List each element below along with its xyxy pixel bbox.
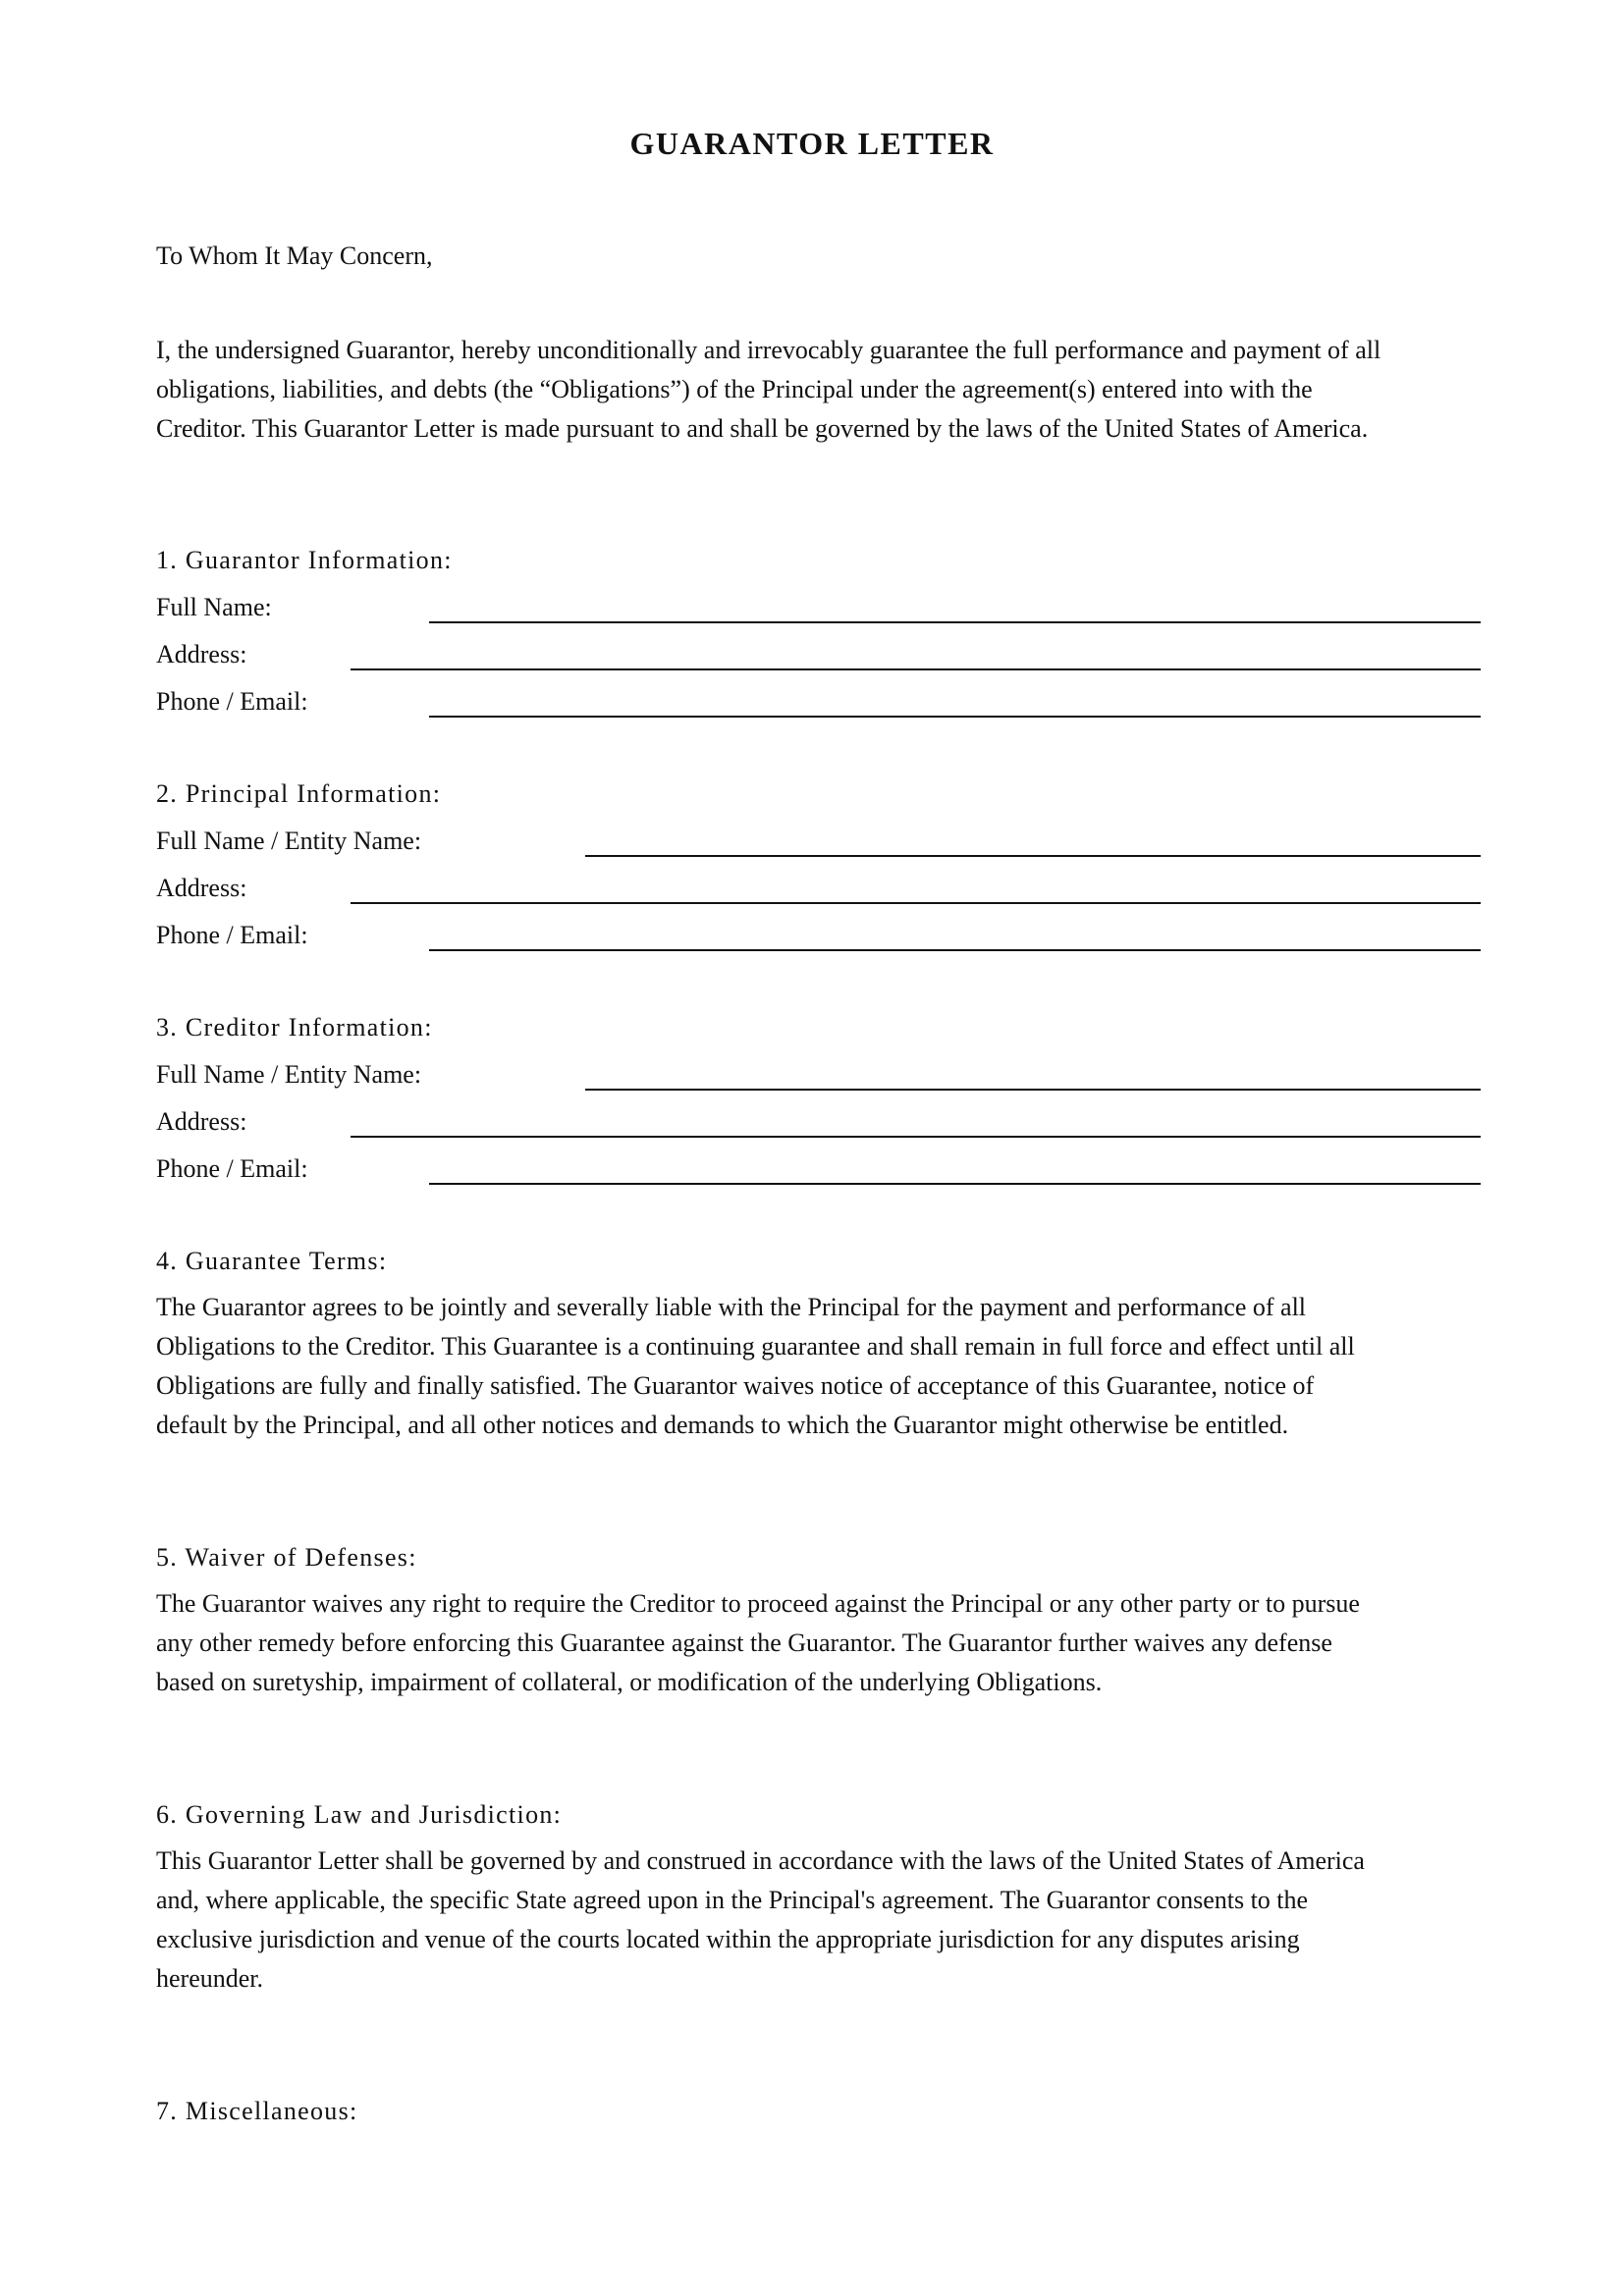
paragraph-line: default by the Principal, and all other notices and demands to which the Guarantor might otherwise be entitled. [156,1411,1289,1439]
principal-full-name-label: Full Name / Entity Name: [156,827,422,855]
intro-line: I, the undersigned Guarantor, hereby unconditionally and irrevocably guarantee the full performance and payment of all [156,336,1381,364]
intro-paragraph [156,331,1380,449]
section-heading-principal: 2. Principal Information: [156,779,442,808]
section-heading-creditor: 3. Creditor Information: [156,1013,433,1041]
document-title: GUARANTOR LETTER [629,126,995,161]
paragraph-line: and, where applicable, the specific State agreed upon in the Principal's agreement. The Guarantor consents to the [156,1886,1309,1914]
principal-address-label: Address: [156,874,247,902]
section-heading-miscellaneous: 7. Miscellaneous: [156,2097,358,2125]
paragraph-line: exclusive jurisdiction and venue of the courts located within the appropriate jurisdiction for any disputes arising [156,1925,1300,1953]
paragraph-line: The Guarantor waives any right to require the Creditor to proceed against the Principal or any other party or to pursue [156,1589,1360,1618]
paragraph-line: Obligations are fully and finally satisfied. The Guarantor waives notice of acceptance of this Guarantee, notice of [156,1371,1315,1400]
guarantor-address-field[interactable] [351,668,1481,670]
section-heading-waiver: 5. Waiver of Defenses: [156,1543,417,1572]
guarantor-full-name-field[interactable] [429,621,1481,623]
principal-full-name-field[interactable] [585,855,1481,857]
principal-address-field[interactable] [351,902,1481,904]
section-heading-governing-law: 6. Governing Law and Jurisdiction: [156,1800,563,1829]
paragraph-line: hereunder. [156,1964,264,1993]
creditor-address-field[interactable] [351,1136,1481,1138]
guarantor-phone-email-label: Phone / Email: [156,687,308,716]
salutation: To Whom It May Concern, [156,241,433,270]
guarantee-terms-paragraph [156,1288,1355,1445]
principal-phone-email-field[interactable] [429,949,1481,951]
principal-phone-email-label: Phone / Email: [156,921,308,949]
paragraph-line: any other remedy before enforcing this Guarantee against the Guarantor. The Guarantor further waives any defense [156,1629,1332,1657]
creditor-address-label: Address: [156,1107,247,1136]
governing-law-paragraph [156,1842,1365,1999]
waiver-paragraph [156,1584,1360,1702]
paragraph-line: This Guarantor Letter shall be governed by and construed in accordance with the laws of the United States of America [156,1846,1365,1875]
section-heading-guarantee-terms: 4. Guarantee Terms: [156,1247,388,1275]
section-heading-guarantor: 1. Guarantor Information: [156,546,453,574]
guarantor-full-name-label: Full Name: [156,593,272,621]
paragraph-line: Obligations to the Creditor. This Guarantee is a continuing guarantee and shall remain in full force and effect until all [156,1332,1355,1361]
intro-line: Creditor. This Guarantor Letter is made pursuant to and shall be governed by the laws of the United States of America. [156,414,1369,443]
creditor-phone-email-label: Phone / Email: [156,1154,308,1183]
paragraph-line: based on suretyship, impairment of collateral, or modification of the underlying Obligations. [156,1668,1103,1696]
guarantor-address-label: Address: [156,640,247,668]
creditor-phone-email-field[interactable] [429,1183,1481,1185]
creditor-full-name-label: Full Name / Entity Name: [156,1060,422,1089]
intro-line: obligations, liabilities, and debts (the “Obligations”) of the Principal under the agreement(s) entered into with the [156,375,1313,403]
guarantor-phone-email-field[interactable] [429,716,1481,718]
creditor-full-name-field[interactable] [585,1089,1481,1091]
paragraph-line: The Guarantor agrees to be jointly and severally liable with the Principal for the payment and performance of all [156,1293,1307,1321]
